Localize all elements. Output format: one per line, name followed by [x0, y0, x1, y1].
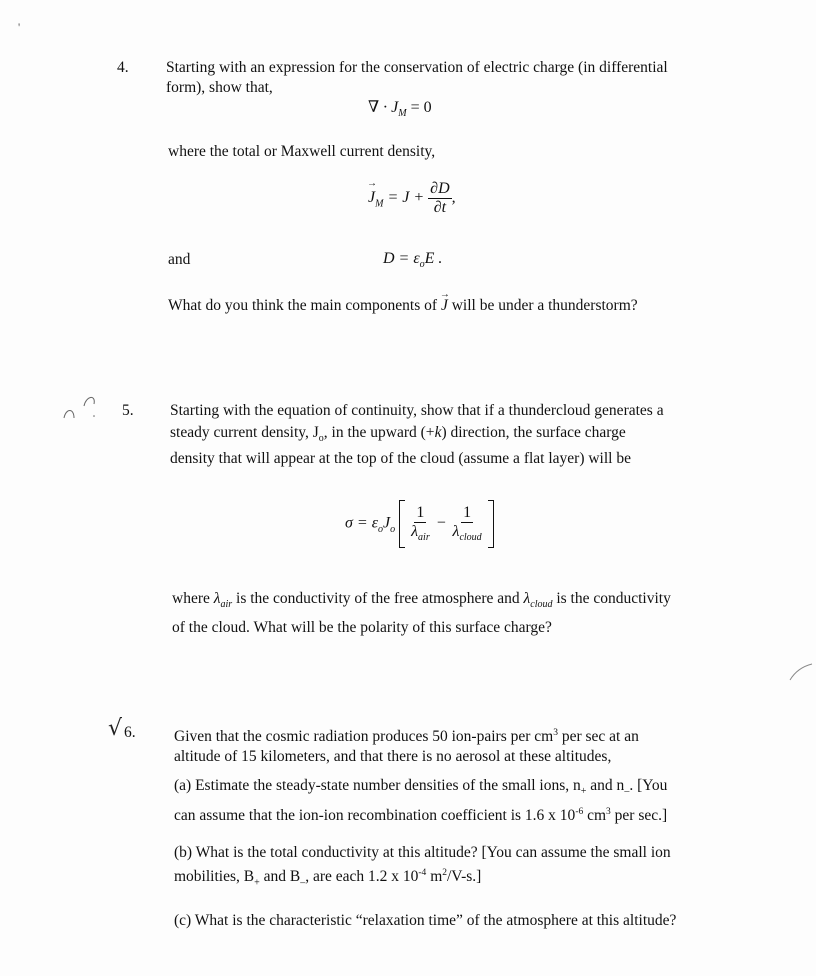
text-line: Starting with an expression for the conservation of electric charge (in differential	[166, 59, 668, 76]
lambda: λ	[213, 590, 221, 607]
eq-sub: M	[375, 198, 384, 210]
subscript: –	[300, 877, 306, 889]
eq-sub: cloud	[459, 532, 482, 544]
part-a	[174, 776, 774, 826]
eq-sub: o	[390, 523, 396, 535]
text-part: cm	[587, 807, 607, 825]
problem-number: 5.	[122, 402, 134, 419]
text-part: /V-s.]	[447, 868, 482, 886]
frac-num: 1	[463, 504, 472, 522]
text-part: Given that the cosmic radiation produces 50 ion-pairs per cm	[174, 728, 554, 746]
text-line	[174, 802, 774, 826]
text-part: (a) Estimate the steady-state number densities of the small ions, n	[174, 777, 581, 795]
superscript: 3	[553, 728, 558, 738]
right-bracket	[488, 500, 494, 548]
text-part: can assume that the ion-ion recombination coefficient is 1.6 x 10	[174, 807, 576, 825]
text-part: ) direction, the surface charge	[441, 424, 626, 441]
equation-surface-charge	[345, 500, 494, 548]
superscript: 3	[606, 807, 611, 818]
minus: −	[435, 514, 447, 532]
eq-sub: o	[378, 523, 383, 535]
eq-text: ∇ · J	[368, 99, 399, 116]
eq-text: D = ε	[383, 250, 420, 267]
text-line: density that will appear at the top of the cloud (assume a flat layer) will be	[170, 450, 631, 468]
where-text: where the total or Maxwell current density,	[168, 143, 436, 160]
part-b	[174, 843, 774, 893]
left-bracket	[399, 500, 405, 548]
superscript: -6	[575, 807, 584, 818]
problem-text	[170, 401, 770, 469]
text-part: is the conductivity of the free atmosphere and	[236, 590, 520, 607]
superscript: 2	[442, 868, 447, 879]
problem-text	[172, 589, 772, 638]
subscript: +	[254, 877, 260, 889]
frac-den	[409, 523, 432, 543]
part-c	[174, 911, 774, 931]
eq-text: J	[383, 514, 391, 532]
equation-divergence	[368, 97, 432, 119]
text-part: , in the upward (+	[323, 424, 435, 441]
problem-text	[174, 723, 774, 931]
equation-maxwell-current	[368, 180, 456, 217]
text-part: What do you think the main components of	[168, 297, 438, 314]
frac-num: ∂D	[430, 180, 450, 197]
eq-sub: air	[418, 532, 430, 544]
text-part: m	[430, 868, 443, 886]
text-part: steady current density, J	[170, 424, 319, 441]
text-part: where	[172, 590, 210, 607]
eq-text: = 0	[410, 99, 432, 116]
eq-sub: M	[398, 108, 407, 120]
eq-text: ,	[451, 189, 456, 207]
lambda: λ	[411, 523, 419, 541]
text-part: mobilities, B	[174, 868, 255, 886]
text-part: will be under a thunderstorm?	[451, 297, 638, 314]
fraction	[409, 504, 432, 543]
pencil-scribble	[58, 388, 104, 428]
check-mark: √	[108, 716, 123, 741]
text-line	[174, 723, 774, 747]
text-line	[170, 423, 770, 449]
text-part: per sec.]	[614, 807, 668, 825]
and-label: and	[168, 251, 191, 268]
superscript: -4	[418, 868, 427, 879]
frac-num: 1	[416, 504, 425, 522]
text-line: Starting with the equation of continuity, show that if a thundercloud generates a	[170, 402, 664, 419]
text-part: per sec at an	[561, 728, 639, 746]
unit-vector-k: k	[434, 424, 442, 441]
text-part: and n	[590, 777, 625, 795]
subscript: +	[580, 786, 587, 798]
lambda: λ	[452, 523, 460, 541]
text-line: of the cloud. What will be the polarity of this surface charge?	[172, 619, 552, 637]
text-part: . [You	[629, 777, 668, 795]
eq-sub: o	[419, 259, 425, 271]
subscript: –	[624, 786, 630, 798]
equation-displacement	[383, 250, 442, 270]
frac-den	[451, 523, 484, 543]
subscript: air	[220, 599, 233, 611]
eq-text: = J +	[387, 189, 425, 207]
pencil-mark-right	[788, 660, 814, 684]
eq-var: J →	[368, 189, 375, 207]
text-line: altitude of 15 kilometers, and that there is no aerosol at these altitudes,	[174, 748, 612, 766]
text-line	[174, 776, 774, 802]
fraction	[428, 180, 451, 217]
problem-text	[166, 58, 766, 98]
subscript: cloud	[530, 599, 553, 611]
text-line: (b) What is the total conductivity at this altitude? [You can assume the small ion	[174, 844, 671, 862]
lambda: λ	[523, 590, 531, 607]
text-line: (c) What is the characteristic “relaxation time” of the atmosphere at this altitude?	[174, 911, 677, 929]
text-part: and B	[263, 868, 301, 886]
fraction	[451, 504, 484, 543]
text-line: form), show that,	[166, 79, 273, 96]
eq-text: E .	[424, 250, 443, 267]
text-part: , are each 1.2 x 10	[305, 868, 419, 886]
problem-number: 4.	[117, 59, 129, 76]
frac-den: ∂t	[433, 199, 447, 216]
text-line	[172, 589, 772, 615]
text-line	[174, 863, 774, 893]
problem-number: 6.	[124, 724, 136, 741]
text-part: is the conductivity	[556, 590, 671, 607]
eq-text: σ = ε	[345, 514, 378, 532]
margin-mark: '	[18, 20, 21, 34]
question-text	[168, 296, 638, 316]
var-J: J →	[441, 296, 448, 316]
subscript: o	[318, 433, 324, 445]
